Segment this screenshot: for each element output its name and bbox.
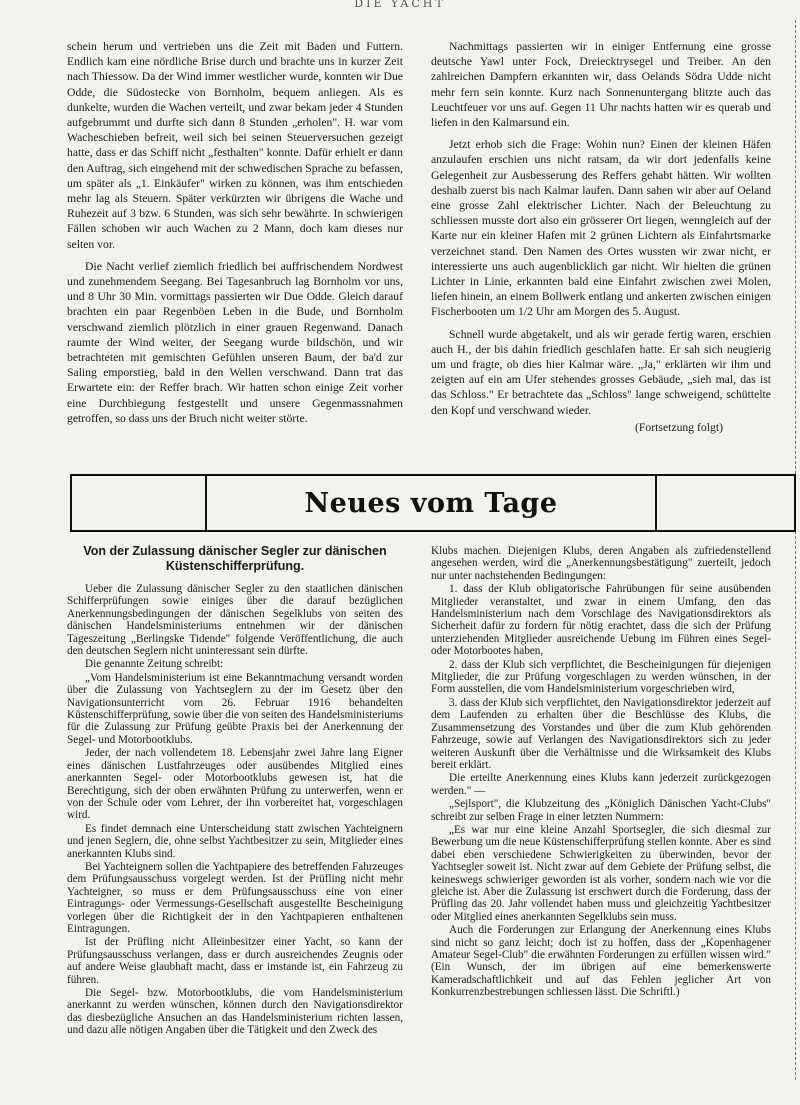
paragraph: „Sejlsport", die Klubzeitung des „Königlich Dänischen Yacht-Clubs" schreibt zur selben Frage in einer letzten Nummern:	[431, 798, 771, 823]
article-left-column	[67, 544, 403, 1037]
top-right-column	[431, 39, 771, 435]
running-header: DIE YACHT	[354, 0, 446, 10]
paragraph: „Es war nur eine kleine Anzahl Sportsegler, die sich diesmal zur Bewerbung um die neue Küstenschifferprüfung stellen konnte. Aber es sind dabei eben verschiedene Schwierigkeiten zu überwinden, bevor der Yachtsegler soweit ist. Nicht zwar auf dem Gebiete der Prüfung selbst, die keineswegs schwieriger geworden ist als vorher, sondern nach wie vor die gleiche ist. Aber die Zulassung ist erschwert durch die Forderung, dass der Prüfling das 20. Jahr vollendet haben muss und gleichzeitig Yachtbesitzer oder Mitglied eines anerkannten Segelklubs sein muss.	[431, 823, 771, 923]
article-right-column	[431, 544, 771, 999]
headline-line-1: Von der Zulassung dänischer Segler zur dänischen	[83, 544, 387, 558]
paragraph: 3. dass der Klub sich verpflichtet, den Navigationsdirektor jederzeit auf dem Laufenden zu erhalten über die Beschlüsse des Klubs, die Zusammensetzung des Vorstandes und über die zum Klub gehörenden Fahrzeuge, sowie auf Verlangen des Navigationsdirektors sich zu jeder weiteren Auskunft über die Verhältnisse und die Wirksamkeit des Klubs bereit erklärt.	[431, 696, 771, 771]
paragraph: Es findet demnach eine Unterscheidung statt zwischen Yachteignern und jenen Seglern, die, ohne selbst Yachtbesitzer zu sein, Mitglieder eines anerkannten Klubs sind.	[67, 822, 403, 860]
banner-title-box	[205, 476, 657, 530]
page-edge-divider	[792, 20, 796, 1080]
paragraph: 1. dass der Klub obligatorische Fahrübungen für seine ausübenden Mitglieder veranstaltet, und zwar in einem Umfang, den das Handelsministerium nach dem Vorschlage des Navigationsdirektors als Sicherheit dafür zu fordern für nötig erachtet, dass die sich der Prüfung unterziehenden Mitglieder ausreichende Uebung im Führen eines Segel- oder Motorbootes haben,	[431, 583, 771, 658]
article-headline	[67, 544, 403, 574]
paragraph: Schnell wurde abgetakelt, und als wir gerade fertig waren, erschien auch H., der bis dahin friedlich geschlafen hatte. Er sah sich neugierig um und fragte, ob dies hier Kalmar wäre. „Ja," erklärten wir ihm und zeigten auf ein am Ufer stehendes grosses Gebäude, „sieh mal, das ist das Schloss." Er betrachtete das „Schloss" lange schweigend, schüttelte den Kopf und verschwand wieder.	[431, 327, 771, 417]
paragraph: schein herum und vertrieben uns die Zeit mit Baden und Futtern. Endlich kam eine nördliche Brise durch und brachte uns in kurzer Zeit nach Thiessow. Da der Wind immer westlicher wurde, konnten wir Due Odde, die Südostecke von Bornholm, bequem anliegen. Als es dunkelte, wurden die Wachen verteilt, und zwar bekam jeder 4 Stunden aufgebrummt und durfte sich dann 8 Stunden „erholen". H. war vom Wacheschieben befreit, weil sich bei seinen Steuerversuchen gezeigt hatte, dass er das Schiff nicht „festhalten" konnte. Dafür erhielt er dann den Auftrag, sich eingehend mit der schwedischen Sprache zu befassen, um später als „1. Einkäufer" wirken zu können, was ihm entschieden mehr lag als Steuern. Später verkürzten wir übrigens die Wache und Ruhezeit auf 3 bzw. 6 Stunden, was sich sehr bewährte. In schwierigen Fällen schoben wir auch Wachen zu 2 Mann, doch kam dieses nur selten vor.	[67, 40, 403, 251]
continuation-note: (Fortsetzung folgt)	[635, 420, 723, 434]
paragraph: Die erteilte Anerkennung eines Klubs kann jederzeit zurückgezogen werden." —	[431, 772, 771, 797]
paragraph: Die Segel- bzw. Motorbootklubs, die vom Handelsministerium anerkannt zu werden wünschen, können durch den Navigationsdirektor das diesbezügliche Ansuchen an das Handelsministerium richten lassen, und dazu alle nötigen Angaben über die Tätigkeit und den Zweck des	[67, 987, 403, 1037]
paragraph: Auch die Forderungen zur Erlangung der Anerkennung eines Klubs sind nicht so ganz leicht; doch ist zu hoffen, dass der „Kopenhagener Amateur Segel-Club" die erwähnten Forderungen zu erfüllen wissen wird." (Ein Wunsch, der im übrigen auf eine bemerkenswerte Kameradschaftlichkeit und auf das Fehlen jeglicher Art von Konkurrenzbestrebungen schliessen lässt. Die Schriftl.)	[431, 924, 771, 999]
paragraph: Jeder, der nach vollendetem 18. Lebensjahr zwei Jahre lang Eigner eines dänischen Lustfahrzeuges oder ausübendes Mitglied eines anerkannten Segel- oder Motorbootklubs gewesen ist, hat die Berechtigung, sich der oben erwähnten Prüfung zu unterwerfen, wenn er von der Schule oder vom Lehrer, der ihn vorbereitet hat, vorgeschlagen wird.	[67, 747, 403, 822]
top-left-column	[67, 39, 403, 426]
section-banner	[70, 474, 796, 532]
section-title: Neues vom Tage	[304, 487, 558, 519]
paragraph: Ist der Prüfling nicht Alleinbesitzer einer Yacht, so kann der Prüfungsausschuss verlangen, dass er durch ausreichendes Zeugnis oder auf andere Weise glaubhaft macht, dass er imstande ist, ein Fahrzeug zu führen.	[67, 936, 403, 986]
paragraph: Klubs machen. Diejenigen Klubs, deren Angaben als zufriedenstellend angesehen werden, wird die „Anerkennungsbestätigung" zuerteilt, jedoch nur unter nachstehenden Bedingungen:	[431, 545, 771, 582]
headline-line-2: Küstenschifferprüfung.	[165, 559, 305, 573]
paragraph: Die genannte Zeitung schreibt:	[85, 658, 224, 671]
paragraph: Bei Yachteignern sollen die Yachtpapiere des betreffenden Fahrzeuges dem Prüfungsausschuss vorgelegt werden. Ist der Prüfling nicht mehr Yachteigner, so muss er dem Prüfungsausschuss eine von einer Eintragungs- oder Vermessungs-Gesellschaft ausgestellte Bescheinigung vorlegen über die Richtigkeit der in den Yachtpapieren enthaltenen Eintragungen.	[67, 860, 403, 935]
paragraph: „Vom Handelsministerium ist eine Bekanntmachung versandt worden über die Zulassung von Yachtseglern zu der im Gesetz über den Navigationsunterricht vom 26. Februar 1916 behandelten Küstenschifferprüfung, sowie über die von seiten des Handelsministeriums für die Zulassung zur Prüfung geübte Praxis bei der Anerkennung der Segel- und Motorbootklubs.	[67, 671, 403, 746]
paragraph: Nachmittags passierten wir in einiger Entfernung eine grosse deutsche Yawl unter Fock, Dreiecktrysegel und Treiber. An den zahlreichen Dampfern erkannten wir, dass Oelands Södra Udde nicht mehr fern sein konnte. Kurz nach Sonnenuntergang blitzte auch das Leuchtfeuer vor uns auf. Gegen 11 Uhr nachts hatten wir es querab und liefen in den Kalmarsund ein.	[431, 40, 771, 130]
paragraph: Ueber die Zulassung dänischer Segler zu den staatlichen dänischen Schifferprüfungen sowie einiges über die darauf bezüglichen Anerkennungsbedingungen der dänischen Segelklubs von seiten des dänischen Handelsministeriums entnehmen wir der dänischen Tageszeitung „Berlingske Tidende" folgende Veröffentlichung, die auch den deutschen Seglern nicht uninteressant sein dürfte.	[67, 583, 403, 658]
paragraph: 2. dass der Klub sich verpflichtet, die Bescheinigungen für diejenigen Mitglieder, die zur Prüfung vorgeschlagen zu werden wünschen, in der Form ausstellen, die vom Handelsministerium vorgeschrieben wird,	[431, 658, 771, 696]
paragraph: Jetzt erhob sich die Frage: Wohin nun? Einen der kleinen Häfen anzulaufen erschien uns nicht ratsam, da wir dort jedenfalls keine Gelegenheit zur Ausbesserung des Reffers gehabt hätten. Wir wollten deshalb zuerst bis nach Kalmar laufen. Dann sahen wir aber auf Oeland eine grosse Zahl elektrischer Lichter. Nach der Beleuchtung zu schliessen musste dort also ein grösserer Ort liegen, wenngleich auf der Karte nur ein kleiner Hafen mit 2 grünen Lichtern als Einfahrtsmarke verzeichnet stand. Den Namen des Ortes wussten wir zwar nicht, er interessierte uns auch augenblicklich gar nicht. Wir hielten die grünen Lichter in Linie, erkannten bald eine Einfahrt zwischen zwei Molen, liefen hinein, an einem Bollwerk entlang und ankerten zwischen einigen Fischerbooten um 1/2 Uhr am Morgen des 5. August.	[431, 138, 771, 319]
paragraph: Die Nacht verlief ziemlich friedlich bei auffrischendem Nordwest und zunehmendem Seegang. Bei Tagesanbruch lag Bornholm vor uns, und 8 Uhr 30 Min. vormittags passierten wir Due Odde. Gleich darauf brachten ein paar Regenböen Leben in die Bude, und Bornholm verschwand ziemlich plötzlich in einer grauen Regenwand. Danach raumte der Wind weiter, der Seegang wurde bildschön, und wir betrachteten mit gemischten Gefühlen unseren Baum, der ba'd zur Saling emporstieg, bald in den Wellen verschwand. Dann trat das Erwartete ein: der Reffer brach. Wir hatten schon einige Zeit vorher eine Durchbiegung festgestellt und unsere Gegenmassnahmen getroffen, so dass uns der Bruch nicht weiter störte.	[67, 259, 403, 425]
